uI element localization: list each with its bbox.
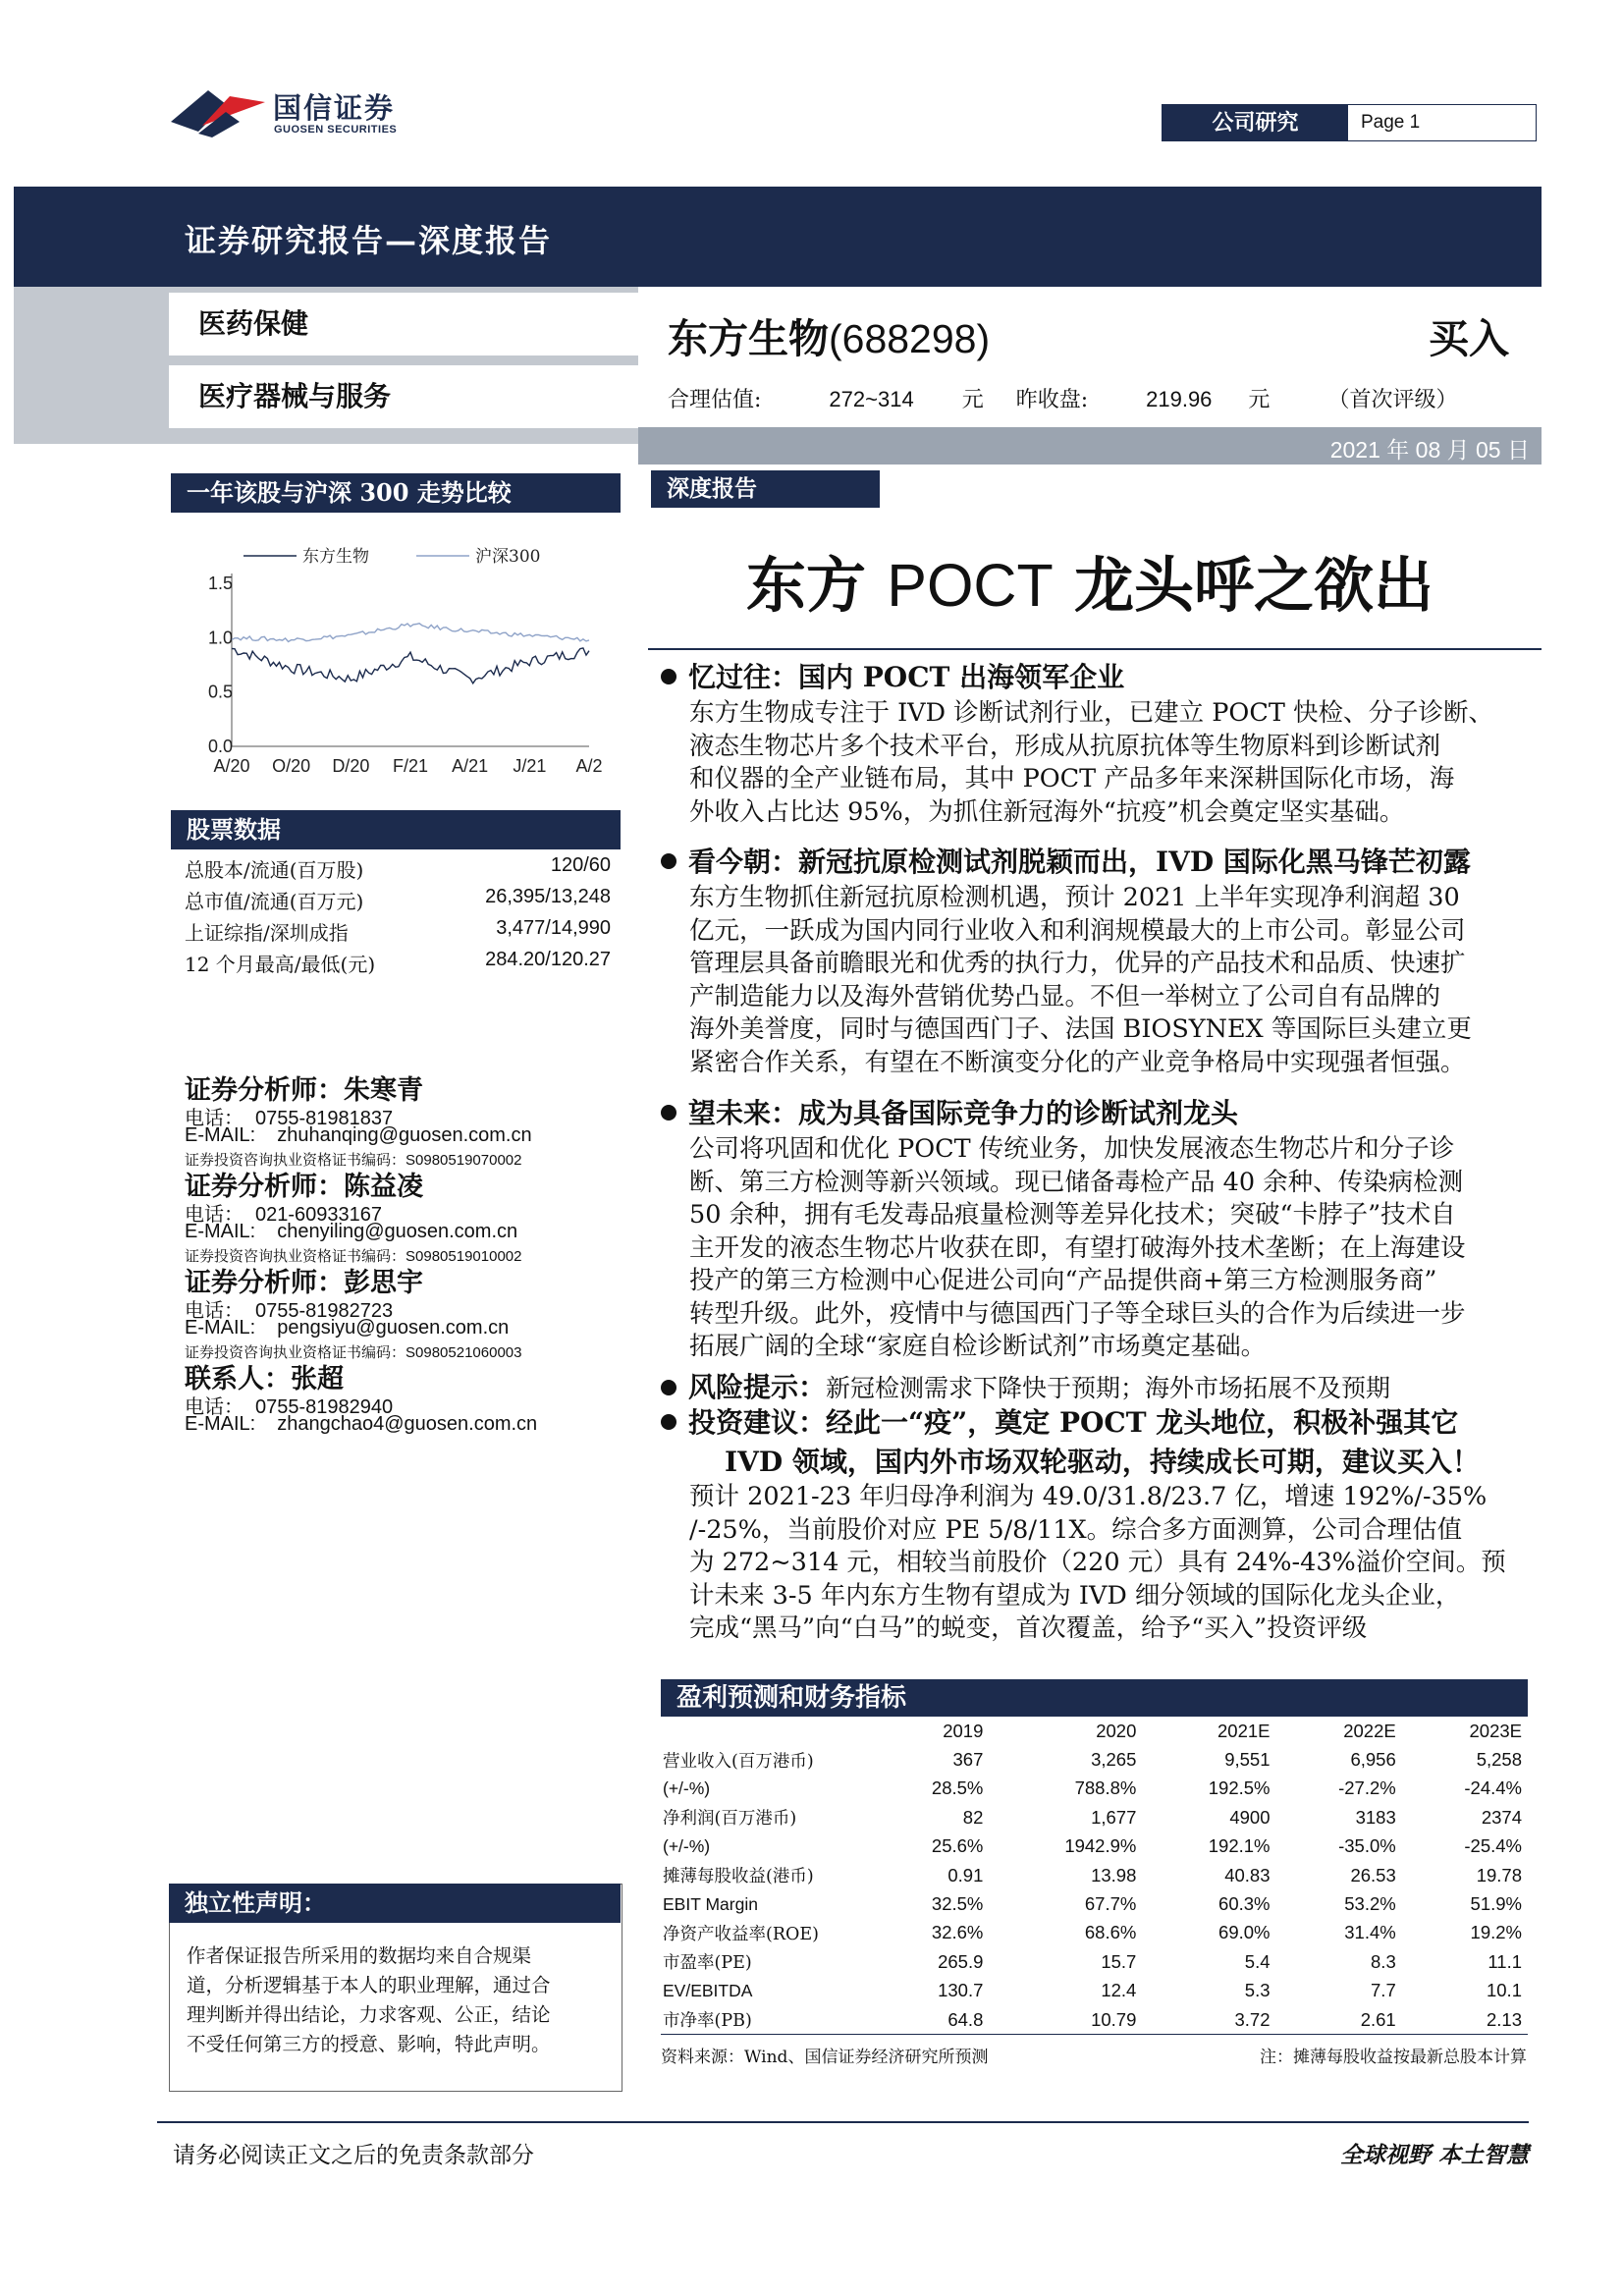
stock-code: (688298): [829, 316, 991, 361]
email-label: E-MAIL:: [185, 1221, 256, 1242]
email-value: chenyiling@guosen.com.cn: [277, 1221, 518, 1242]
table-row: [661, 1861, 1528, 1889]
table-cell: 10.1: [1486, 1980, 1522, 2001]
section-line: 断、第三方检测等新兴领域。现已储备毒检产品 40 余种、传染病检测: [689, 1167, 1464, 1197]
email-label: E-MAIL:: [185, 1124, 256, 1146]
table-cell: 265.9: [938, 1950, 984, 1972]
stock-name-text: 东方生物: [668, 315, 829, 362]
independence-line: 理判断并得出结论，力求客观、公正，结论: [187, 2003, 551, 2026]
table-cell: 5.4: [1244, 1950, 1271, 1972]
bullet-icon: [661, 1380, 676, 1395]
table-cell: 60.3%: [1218, 1893, 1271, 1915]
phone-label: 电话：: [185, 1106, 243, 1129]
section-line: 外收入占比达 95%，为抓住新冠海外“抗疫”机会奠定坚实基础。: [689, 796, 1405, 827]
title-part-b: POCT: [887, 552, 1054, 619]
section-line: 产制造能力以及海外营销优势凸显。不但一举树立了公司自有品牌的: [689, 981, 1441, 1011]
table-row: [661, 1775, 1528, 1803]
table-cell: -35.0%: [1338, 1835, 1396, 1857]
logo-text-cn: 国信证券: [273, 91, 396, 125]
guosen-logo-icon: [169, 82, 267, 139]
section-head: [661, 1092, 1238, 1131]
analyst-role: 联系人：: [185, 1364, 291, 1394]
invest-line: /-25%，当前股价对应 PE 5/8/11X。综合多方面测算，公司合理估值: [689, 1514, 1463, 1545]
table-cell: 40.83: [1224, 1864, 1271, 1886]
section-line: 和仪器的全产业链布局，其中 POCT 产品多年来深耕国际化市场，海: [689, 764, 1455, 793]
x-tick-label: A/2: [575, 756, 603, 776]
table-cell: 69.0%: [1218, 1922, 1271, 1943]
title-part-a: 东方: [746, 551, 867, 621]
table-cell: 1942.9%: [1064, 1835, 1137, 1857]
table-header-blank: [661, 1717, 875, 1745]
table-row-label: 净资产收益率(ROE): [663, 1924, 819, 1944]
report-type-title: 证券研究报告—深度报告: [185, 222, 553, 259]
sector-secondary: 医疗器械与服务: [169, 365, 645, 428]
section-line: 投产的第三方检测中心促进公司向“产品提供商+第三方检测服务商”: [689, 1266, 1437, 1295]
cert-label: 证券投资咨询执业资格证书编码：: [185, 1151, 406, 1169]
table-cell: 2374: [1481, 1806, 1522, 1828]
independence-line: 道，分析逻辑基于本人的职业理解，通过合: [187, 1974, 551, 1996]
analyst-person: 陈益凌: [344, 1172, 423, 1202]
analyst-role: 证券分析师：: [185, 1172, 344, 1202]
table-cell: 15.7: [1101, 1950, 1137, 1972]
table-row: [661, 1832, 1528, 1861]
table-cell: 67.7%: [1084, 1893, 1137, 1915]
series-line-0: [232, 648, 589, 683]
section-line: 主开发的液态生物芯片收获在即，有望打破海外技术垄断；在上海建设: [689, 1232, 1466, 1263]
stock-data-key: 上证综指/深圳成指: [185, 921, 349, 945]
table-cell: 4900: [1229, 1806, 1271, 1828]
stock-data-row: [185, 854, 611, 884]
table-row-label: 摊薄每股收益(港币): [663, 1867, 814, 1887]
invest-advice-head-2: IVD 领域，国内外市场双轮驱动，持续成长可期，建议买入！: [725, 1446, 1480, 1478]
stock-data-key: 12 个月最高/最低(元): [185, 953, 376, 976]
rating-note: （首次评级）: [1327, 388, 1458, 412]
stock-data-key: 总股本/流通(百万股): [185, 858, 364, 882]
bullet-icon: [661, 669, 676, 684]
table-cell: 32.5%: [931, 1893, 984, 1915]
table-cell: 68.6%: [1084, 1922, 1137, 1943]
finance-table-title: 盈利预测和财务指标: [661, 1679, 1528, 1717]
table-row: [661, 1745, 1528, 1774]
report-type-banner: [14, 187, 1542, 287]
y-tick-label: 0.0: [208, 737, 234, 756]
table-row-label: 市盈率(PE): [663, 1953, 752, 1974]
invest-line: 计未来 3-5 年内东方生物有望成为 IVD 细分领域的国际化龙头企业，: [689, 1580, 1461, 1611]
analyst-person: 朱寒青: [344, 1075, 423, 1106]
phone-label: 电话：: [185, 1298, 243, 1322]
chart-section-title: 一年该股与沪深 300 走势比较: [171, 473, 621, 513]
table-cell: 3,265: [1091, 1749, 1137, 1771]
report-title: [648, 538, 1532, 624]
section-line: 紧密合作关系，有望在不断演变分化的产业竞争格局中实现强者恒强。: [689, 1047, 1466, 1077]
invest-line: 预计 2021-23 年归母净利润为 49.0/31.8/23.7 亿，增速 192%/-35%: [689, 1482, 1488, 1511]
risk-label: 风险提示：: [688, 1371, 827, 1403]
table-cell: 0.91: [947, 1864, 984, 1886]
table-cell: 51.9%: [1470, 1893, 1522, 1915]
section-body: [689, 697, 1529, 829]
risk-text: 新冠检测需求下降快于预期；海外市场拓展不及预期: [826, 1374, 1391, 1402]
prev-close-unit: 元: [1248, 388, 1271, 412]
table-cell: 32.6%: [931, 1922, 984, 1943]
page-number: Page 1: [1361, 112, 1421, 133]
table-cell: 10.79: [989, 2005, 1142, 2035]
section-line: 液态生物芯片多个技术平台，形成从抗原抗体等生物原料到诊断试剂: [689, 731, 1441, 761]
table-row-label: EBIT Margin: [663, 1893, 758, 1914]
table-row-label: 营业收入(百万港币): [663, 1751, 814, 1772]
valuation-line: [668, 383, 1457, 413]
table-row: [661, 1803, 1528, 1831]
email-value: zhuhanqing@guosen.com.cn: [277, 1124, 532, 1146]
table-row-label: EV/EBITDA: [663, 1980, 753, 2000]
table-cell: 2.61: [1276, 2005, 1402, 2035]
table-cell: 192.5%: [1208, 1777, 1271, 1799]
analyst-role: 证券分析师：: [185, 1268, 344, 1298]
stock-data-row: [185, 917, 611, 947]
table-cell: 11.1: [1488, 1950, 1522, 1972]
prev-close: 219.96: [1146, 387, 1213, 411]
independence-line: 作者保证报告所采用的数据均来自合规渠: [187, 1944, 532, 1967]
table-cell: 5,258: [1476, 1749, 1522, 1771]
section-head: [661, 841, 1471, 880]
section-head-text: 忆过往：国内 POCT 出海领军企业: [688, 661, 1125, 693]
bullet-icon: [661, 1105, 676, 1121]
section-line: 转型升级。此外，疫情中与德国西门子等全球巨头的合作为后续进一步: [689, 1298, 1466, 1329]
table-cell: -24.4%: [1464, 1777, 1522, 1799]
footer-divider: [157, 2121, 1529, 2123]
section-head-text: 看今朝：新冠抗原检测试剂脱颖而出，IVD 国际化黑马锋芒初露: [688, 846, 1471, 878]
phone-value: 0755-81982940: [255, 1396, 394, 1418]
table-year-header: 2021E: [1217, 1720, 1271, 1741]
analyst-person: 张超: [291, 1364, 344, 1394]
table-year-header: 2020: [1096, 1720, 1137, 1741]
phone-label: 电话：: [185, 1202, 243, 1226]
table-cell: 130.7: [938, 1980, 984, 2001]
fair-value-label: 合理估值:: [668, 388, 762, 412]
table-cell: 3183: [1355, 1806, 1396, 1828]
table-year-header: 2022E: [1343, 1720, 1396, 1741]
table-row-label: 市净率(PB): [661, 2005, 875, 2035]
cert-number: S0980521060003: [406, 1344, 522, 1361]
independence-text: [187, 1941, 604, 2059]
table-cell: 788.8%: [1074, 1777, 1137, 1799]
title-part-c: 龙头呼之欲出: [1073, 551, 1434, 621]
section-line: 公司将巩固和优化 POCT 传统业务，加快发展液态生物芯片和分子诊: [689, 1134, 1455, 1164]
table-header-row: [661, 1717, 1528, 1745]
table-row: [661, 1947, 1528, 1976]
phone-value: 021-60933167: [255, 1204, 383, 1226]
stock-rating: 买入: [1429, 315, 1509, 362]
x-tick-label: O/20: [272, 756, 311, 776]
page-indicator: [1162, 104, 1537, 141]
cert-number: S0980519010002: [406, 1248, 522, 1265]
cert-number: S0980519070002: [406, 1152, 522, 1169]
table-cell: 8.3: [1371, 1950, 1396, 1972]
cert-label: 证券投资咨询执业资格证书编码：: [185, 1247, 406, 1265]
y-tick-label: 1.0: [208, 628, 234, 648]
series-line-1: [232, 624, 589, 642]
section-line: 50 余种，拥有毛发毒品痕量检测等差异化技术；突破“卡脖子”技术自: [689, 1200, 1456, 1230]
email-value: pengsiyu@guosen.com.cn: [277, 1317, 510, 1339]
invest-line: 完成“黑马”向“白马”的蜕变，首次覆盖，给予“买入”投资评级: [689, 1613, 1368, 1643]
report-date: 2021 年 08 月 05 日: [1329, 437, 1530, 463]
stock-data-value: 284.20/120.27: [485, 949, 611, 970]
table-cell: 6,956: [1350, 1749, 1396, 1771]
x-tick-label: J/21: [513, 756, 547, 776]
table-row-label: 净利润(百万港币): [663, 1809, 797, 1830]
table-cell: 9,551: [1224, 1749, 1271, 1771]
table-cell: 7.7: [1371, 1980, 1396, 2001]
finance-table: [661, 1717, 1528, 2035]
invest-advice-body: [689, 1481, 1529, 1646]
stock-data-value: 3,477/14,990: [496, 917, 611, 939]
table-cell: 13.98: [1091, 1864, 1137, 1886]
table-cell: 192.1%: [1208, 1835, 1271, 1857]
table-cell: 12.4: [1101, 1980, 1137, 2001]
price-comparison-chart: [171, 528, 622, 797]
table-cell: 19.78: [1476, 1864, 1522, 1886]
analyst-email: [185, 1221, 517, 1243]
stock-data-key: 总市值/流通(百万元): [185, 890, 364, 913]
section-line: 管理层具备前瞻眼光和优秀的执行力，优异的产品技术和品质、快速扩: [689, 949, 1466, 978]
stock-data-value: 120/60: [550, 854, 611, 876]
section-line: 亿元，一跃成为国内同行业收入和利润规模最大的上市公司。彰显公司: [689, 915, 1466, 946]
section-head: [661, 656, 1124, 695]
table-row: [661, 1889, 1528, 1918]
invest-line: 为 272~314 元，相较当前股价（220 元）具有 24%-43%溢价空间。预: [689, 1548, 1506, 1577]
independence-title: 独立性声明：: [169, 1884, 621, 1923]
email-label: E-MAIL:: [185, 1317, 256, 1339]
analyst-role: 证券分析师：: [185, 1075, 344, 1106]
table-row: [661, 1977, 1528, 2005]
table-cell: 31.4%: [1344, 1922, 1396, 1943]
cert-label: 证券投资咨询执业资格证书编码：: [185, 1343, 406, 1361]
deep-report-tag: 深度报告: [651, 470, 880, 508]
section-line: 拓展广阔的全球“家庭自检诊断试剂”市场奠定基础。: [689, 1332, 1267, 1361]
section-head-text: 望未来：成为具备国际竞争力的诊断试剂龙头: [688, 1097, 1239, 1129]
table-cell: -25.4%: [1464, 1835, 1522, 1857]
table-row: [661, 2005, 1528, 2035]
fair-value: 272~314: [829, 387, 914, 411]
table-row-label: (+/-%): [663, 1835, 711, 1856]
table-cell: -27.2%: [1338, 1777, 1396, 1799]
y-tick-label: 1.5: [208, 574, 234, 593]
phone-label: 电话：: [185, 1394, 243, 1418]
section-line: 东方生物抓住新冠抗原检测机遇，预计 2021 上半年实现净利润超 30: [689, 883, 1460, 912]
invest-advice-head: [661, 1401, 1458, 1441]
table-cell: 25.6%: [931, 1835, 984, 1857]
eps-note: 注：摊薄每股收益按最新总股本计算: [1260, 2048, 1527, 2067]
logo-text-en: GUOSEN SECURITIES: [274, 124, 398, 136]
y-tick-label: 0.5: [208, 682, 234, 702]
table-year-header: 2023E: [1469, 1720, 1522, 1741]
email-value: zhangchao4@guosen.com.cn: [277, 1413, 538, 1435]
sector-primary: 医药保健: [169, 293, 645, 355]
section-body: [689, 882, 1529, 1079]
stock-data-value: 26,395/13,248: [485, 886, 611, 907]
analyst-email: [185, 1413, 537, 1436]
x-tick-label: A/20: [213, 756, 250, 776]
table-cell: 5.3: [1244, 1980, 1271, 2001]
stock-name: [668, 306, 990, 364]
title-divider: [648, 648, 1542, 650]
table-cell: 64.8: [875, 2005, 989, 2035]
stock-data-title: 股票数据: [171, 810, 621, 849]
analyst-person: 彭思宇: [344, 1268, 423, 1298]
table-cell: 28.5%: [931, 1777, 984, 1799]
fair-value-unit: 元: [961, 388, 984, 412]
bullet-icon: [661, 853, 676, 869]
stock-data-row: [185, 886, 611, 915]
section-line: 东方生物成专注于 IVD 诊断试剂行业，已建立 POCT 快检、分子诊断、: [689, 698, 1493, 728]
disclaimer-notice: 请务必阅读正文之后的免责条款部分: [173, 2143, 534, 2168]
company-research-label: 公司研究: [1163, 105, 1348, 140]
x-tick-label: D/20: [332, 756, 370, 776]
email-label: E-MAIL:: [185, 1413, 256, 1435]
analyst-email: [185, 1124, 532, 1147]
table-cell: 53.2%: [1344, 1893, 1396, 1915]
independence-line: 不受任何第三方的授意、影响，特此声明。: [187, 2033, 551, 2055]
table-cell: 2.13: [1402, 2005, 1528, 2035]
table-cell: 26.53: [1350, 1864, 1396, 1886]
legend-label: 东方生物: [302, 547, 369, 567]
legend-label: 沪深300: [475, 547, 541, 567]
chart-svg: [171, 528, 622, 793]
invest-head-text: 投资建议：经此一“疫”，奠定 POCT 龙头地位，积极补强其它: [688, 1406, 1459, 1439]
footer-slogan: 全球视野 本土智慧: [1339, 2142, 1529, 2168]
table-cell: 82: [962, 1806, 984, 1828]
phone-value: 0755-81981837: [255, 1108, 394, 1129]
risk-warning: [661, 1366, 1390, 1405]
stock-data-row: [185, 949, 611, 978]
table-row: [661, 1919, 1528, 1947]
x-tick-label: A/21: [452, 756, 489, 776]
phone-value: 0755-81982723: [255, 1300, 394, 1322]
table-year-header: 2019: [943, 1720, 984, 1741]
data-source-note: 资料来源：Wind、国信证券经济研究所预测: [661, 2048, 989, 2067]
table-cell: 1,677: [1091, 1806, 1137, 1828]
table-row-label: (+/-%): [663, 1777, 711, 1798]
analyst-email: [185, 1317, 509, 1339]
section-line: 海外美誉度，同时与德国西门子、法国 BIOSYNEX 等国际巨头建立更: [689, 1014, 1472, 1044]
bullet-icon: [661, 1414, 676, 1430]
x-tick-label: F/21: [392, 756, 429, 776]
table-cell: 19.2%: [1470, 1922, 1522, 1943]
table-cell: 3.72: [1142, 2005, 1275, 2035]
section-body: [689, 1133, 1529, 1364]
table-cell: 367: [952, 1749, 984, 1771]
prev-close-label: 昨收盘:: [1015, 388, 1089, 412]
